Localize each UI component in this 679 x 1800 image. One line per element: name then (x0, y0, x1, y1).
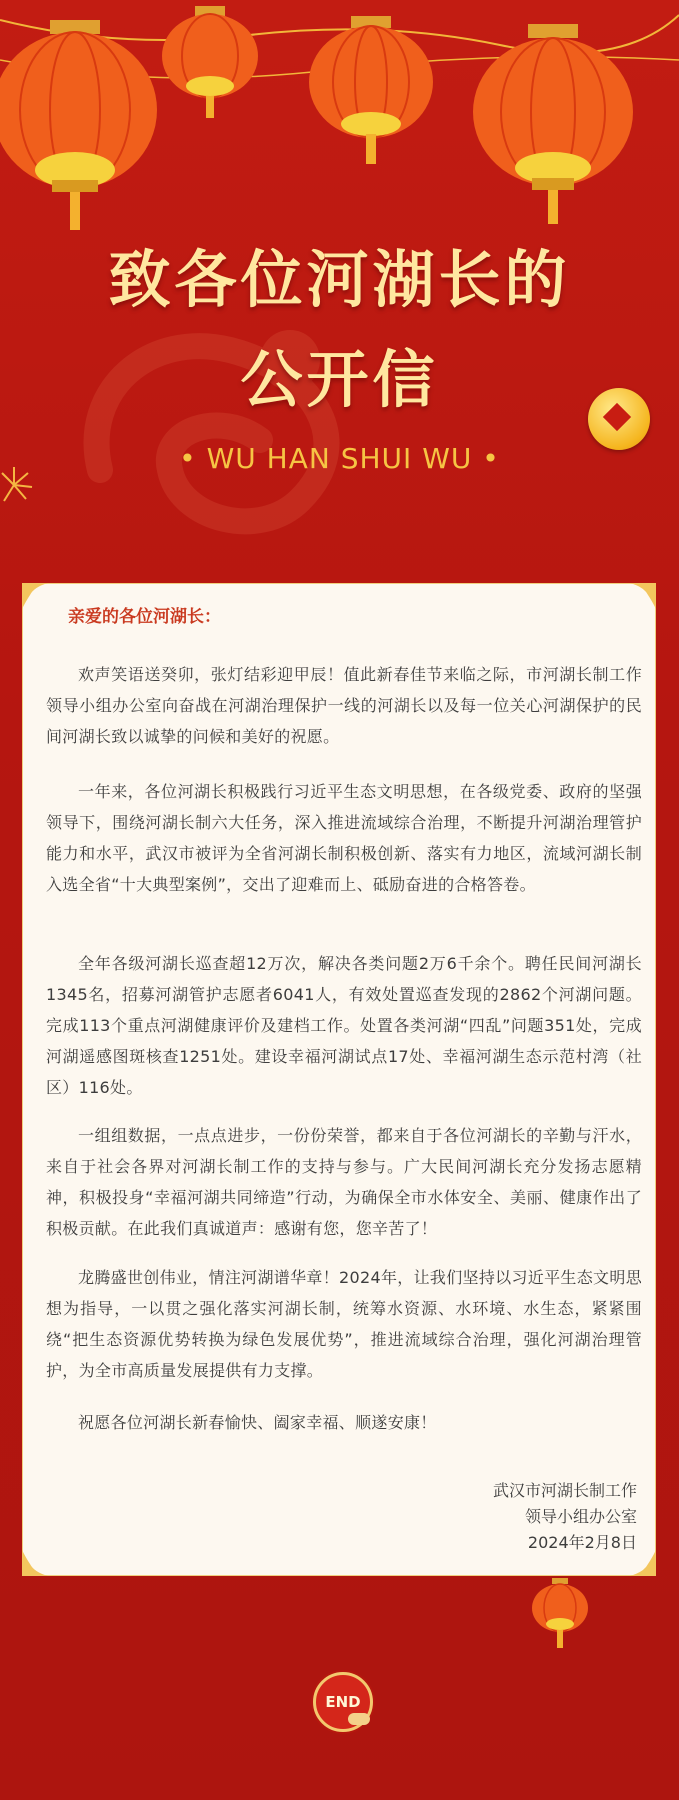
corner-ornament-icon (22, 583, 48, 609)
page-title-line1: 致各位河湖长的 (108, 243, 571, 316)
signature-date: 2024年2月8日 (527, 1533, 637, 1552)
letter-paragraph: 祝愿各位河湖长新春愉快、阖家幸福、顺遂安康！ (78, 1413, 437, 1432)
corner-ornament-icon (630, 583, 656, 609)
lantern-icon (468, 24, 638, 224)
letter-paragraph: 一年来，各位河湖长积极践行习近平生态文明思想，在各级党委、政府的坚强领导下，围绕河湖长制六大任务，深入推进流域综合治理，不断提升河湖治理管护能力和水平，武汉市被评为全省河湖长制积极创新、落实有力地区，流域河湖长制入选全省“十大典型案例”，交出了迎难而上、砥励奋进的合格答卷。 (46, 782, 642, 894)
letter-greeting: 亲爱的各位河湖长： (68, 607, 221, 627)
letter-paragraph: 龙腾盛世创伟业，情注河湖谱华章！2024年，让我们坚持以习近平生态文明思想为指导，一以贯之强化落实河湖长制，统筹水资源、水环境、水生态，紧紧围绕“把生态资源优势转换为绿色发展优势”，推进流域综合治理，强化河湖治理管护，为全市高质量发展提供有力支撑。 (46, 1268, 642, 1380)
coin-icon (588, 388, 650, 450)
letter-paragraph: 欢声笑语送癸卯，张灯结彩迎甲辰！值此新春佳节来临之际，市河湖长制工作领导小组办公室向奋战在河湖治理保护一线的河湖长以及每一位关心河湖保护的民间河湖长致以诚挚的问候和美好的祝愿。 (46, 665, 642, 746)
signature-office: 领导小组办公室 (524, 1507, 637, 1526)
lantern-icon (160, 6, 260, 121)
page-title-line2: 公开信 (240, 343, 439, 416)
lantern-icon (530, 1578, 590, 1650)
lantern-icon (306, 16, 436, 166)
letter-paragraph: 全年各级河湖长巡查超12万次，解决各类问题2万6千余个。聘任民间河湖长1345名，招募河湖管护志愿者6041人，有效处置巡查发现的2862个河湖问题。完成113个重点河湖健康评价及建档工作。处置各类河湖“四乱”问题351处，完成河湖遥感图斑核查1251处。建设幸福河湖试点17处、幸福河湖生态示范村湾（社区）116处。 (46, 954, 642, 1097)
end-badge: END (313, 1672, 373, 1732)
lantern-icon (0, 20, 160, 230)
signature-org: 武汉市河湖长制工作 (492, 1481, 637, 1500)
cloud-ornament-icon (348, 1713, 370, 1725)
letter-paragraph: 一组组数据，一点点进步，一份份荣誉，都来自于各位河湖长的辛勤与汗水，来自于社会各界对河湖长制工作的支持与参与。广大民间河湖长充分发扬志愿精神，积极投身“幸福河湖共同缔造”行动，为确保全市水体安全、美丽、健康作出了积极贡献。在此我们真诚道声：感谢有您，您辛苦了！ (46, 1126, 642, 1238)
corner-ornament-icon (22, 1550, 48, 1576)
page-subtitle: • WU HAN SHUI WU • (179, 442, 500, 475)
